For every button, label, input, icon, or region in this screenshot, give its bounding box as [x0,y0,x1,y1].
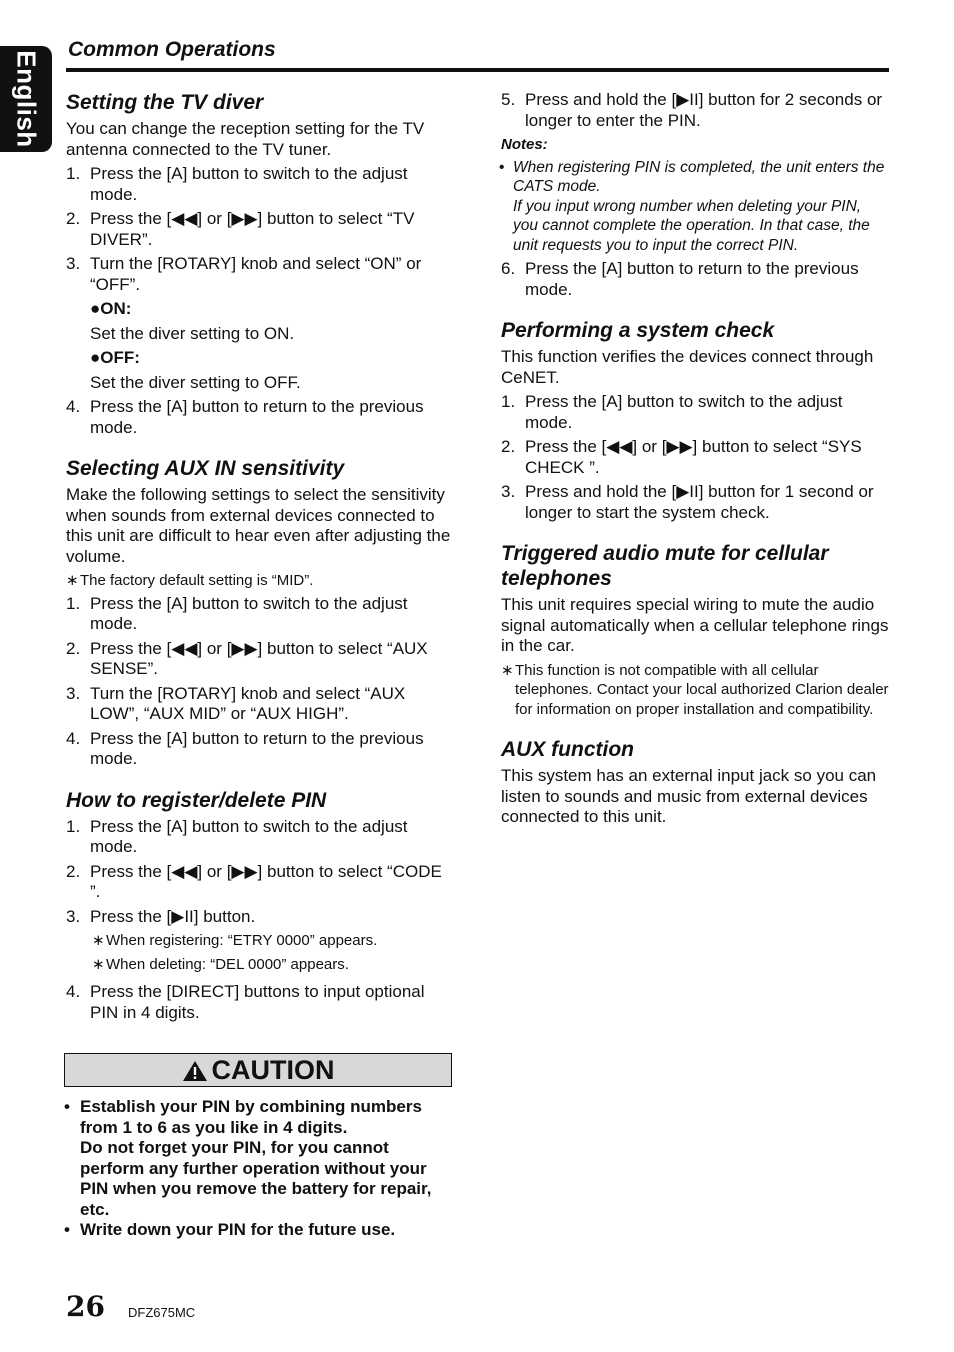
aux-step-1-text: Press the [A] button to switch to the adjust mode. [90,593,408,633]
aux-step-3: 3. Turn the [ROTARY] knob and select “AUX LOW”, “AUX MID” or “AUX HIGH”. [66,683,406,723]
audio-mute-intro: This unit requires special wiring to mute the audio signal automatically when a cellular telephone rings in the car. [501,595,889,655]
pin-step-3: 3. Press the [▶II] button. [66,906,256,926]
caution-bullet-1: • Establish your PIN by combining numbers from 1 to 6 as you like in 4 digits. Do not forget your PIN, for you cannot perform any further operation without your PIN when you remove the battery for repair, etc. [64,1097,432,1219]
tv-step-4-text: Press the [A] button to return to the previous mode. [90,397,424,437]
pin-note-delete: ∗ When deleting: “DEL 0000” appears. [92,955,349,973]
pin-step-4: 4. Press the [DIRECT] buttons to input optional PIN in 4 digits. [66,982,425,1022]
syscheck-step-1-text: Press the [A] button to switch to the adjust mode. [525,392,843,432]
section-header: Common Operations [68,38,276,61]
tv-step-2-text: Press the [◀◀] or [▶▶] button to select “TV DIVER”. [90,209,415,249]
syscheck-step-2: 2. Press the [◀◀] or [▶▶] button to select “SYS CHECK ”. [501,437,862,477]
caution-bullet-1-line1: Establish your PIN by combining numbers from 1 to 6 as you like in 4 digits. [80,1097,422,1137]
aux-step-3-text: Turn the [ROTARY] knob and select “AUX LOW”, “AUX MID” or “AUX HIGH”. [90,683,406,723]
page-number: 26 [66,1290,105,1323]
pin-step-1: 1. Press the [A] button to switch to the adjust mode. [66,816,408,856]
pin-note-register-text: When registering: “ETRY 0000” appears. [106,932,378,949]
pin-step-6: 6. Press the [A] button to return to the previous mode. [501,259,859,299]
system-check-title: Performing a system check [501,319,775,342]
aux-step-2-text: Press the [◀◀] or [▶▶] button to select “AUX SENSE”. [90,638,428,678]
aux-sensitivity-section [64,456,454,770]
tv-step-3-text: Turn the [ROTARY] knob and select “ON” or “OFF”. [90,254,422,294]
pin-step-5: 5. Press and hold the [▶II] button for 2 seconds or longer to enter the PIN. [501,90,883,130]
audio-mute-note: ∗ This function is not compatible with all cellular telephones. Contact your local authorized Clarion dealer for information on proper installation and compatibility. [501,661,889,718]
aux-sensitivity-note: ∗ The factory default setting is “MID”. [66,572,314,589]
tv-step-1-text: Press the [A] button to switch to the adjust mode. [90,164,408,204]
pin-notes-body: • When registering PIN is completed, the unit enters the CATS mode. If you input wrong number when deleting your PIN, you cannot complete the operation. In that case, the unit requests you to input the correct PIN. [499,158,885,254]
syscheck-step-3-text: Press and hold the [▶II] button for 1 second or longer to start the system check. [525,482,874,522]
tv-step-3: 3. Turn the [ROTARY] knob and select “ON” or “OFF”. [66,254,422,294]
system-check-section [499,318,889,523]
audio-mute-title: Triggered audio mute for cellular telephones [501,542,829,590]
pin-step-3-text: Press the [▶II] button. [90,906,256,926]
pin-title: How to register/delete PIN [66,788,327,812]
pin-notes-title: Notes: [501,136,548,153]
aux-step-4: 4. Press the [A] button to return to the previous mode. [66,728,424,768]
syscheck-step-2-text: Press the [◀◀] or [▶▶] button to select “SYS CHECK ”. [525,437,862,477]
right-column [499,90,889,832]
tv-on-text: Set the diver setting to ON. [90,323,295,343]
aux-function-title: AUX function [501,738,634,761]
aux-sensitivity-note-text: The factory default setting is “MID”. [80,572,314,589]
aux-sensitivity-intro: Make the following settings to select the sensitivity when sounds from external devices connected to this unit are difficult to hear even after adjusting the volume. [66,485,451,566]
caution-title: CAUTION [211,1055,335,1085]
pin-step-4-text: Press the [DIRECT] buttons to input optional PIN in 4 digits. [90,982,425,1022]
model-number: DFZ675MC [128,1305,196,1320]
aux-step-2: 2. Press the [◀◀] or [▶▶] button to select “AUX SENSE”. [66,638,428,678]
pin-section [64,788,454,1024]
syscheck-step-3: 3. Press and hold the [▶II] button for 1 second or longer to start the system check. [501,482,874,522]
caution-banner [64,1053,452,1087]
pin-step-2-text: Press the [◀◀] or [▶▶] button to select “CODE ”. [90,861,442,901]
caution-bullet-2-text: Write down your PIN for the future use. [80,1220,396,1239]
aux-function-intro: This system has an external input jack so you can listen to sounds and music from external devices connected to this unit. [501,766,877,826]
pin-step-6-text: Press the [A] button to return to the previous mode. [525,259,859,299]
tv-off-text: Set the diver setting to OFF. [90,372,301,392]
language-tab [0,46,52,152]
tv-step-2: 2. Press the [◀◀] or [▶▶] button to select “TV DIVER”. [66,209,415,249]
aux-function-section [499,737,889,828]
system-check-intro: This function verifies the devices connect through CeNET. [501,347,874,387]
pin-step-1-text: Press the [A] button to switch to the adjust mode. [90,816,408,856]
warning-triangle-icon [182,1060,208,1082]
language-tab-label: English [11,50,42,148]
pin-step-5-text: Press and hold the [▶II] button for 2 seconds or longer to enter the PIN. [525,90,883,130]
header-rule [66,68,889,72]
caution-bullet-2: • Write down your PIN for the future use. [64,1220,396,1239]
audio-mute-section [499,541,889,719]
tv-diver-intro: You can change the reception setting for the TV antenna connected to the TV tuner. [66,119,425,159]
aux-sensitivity-title: Selecting AUX IN sensitivity [66,457,345,480]
aux-step-1: 1. Press the [A] button to switch to the adjust mode. [66,593,408,633]
tv-step-1: 1. Press the [A] button to switch to the adjust mode. [66,164,408,204]
tv-diver-section [64,90,454,438]
tv-diver-title: Setting the TV diver [66,91,264,114]
pin-step-2: 2. Press the [◀◀] or [▶▶] button to select “CODE ”. [66,861,442,901]
pin-note-delete-text: When deleting: “DEL 0000” appears. [106,955,349,973]
pin-note-register: ∗ When registering: “ETRY 0000” appears. [92,932,378,949]
caution-bullet-1-line2: Do not forget your PIN, for you cannot perform any further operation without your PIN when you remove the battery for repair, etc. [80,1138,432,1219]
tv-step-4: 4. Press the [A] button to return to the previous mode. [66,397,424,437]
aux-step-4-text: Press the [A] button to return to the previous mode. [90,728,424,768]
tv-off-heading: ●OFF: [90,348,140,367]
audio-mute-note-text: This function is not compatible with all cellular telephones. Contact your local authorized Clarion dealer for information on proper installation and compatibility. [515,661,889,718]
tv-on-heading: ●ON: [90,299,132,318]
pin-notes-text-1: When registering PIN is completed, the unit enters the CATS mode. [513,158,885,195]
pin-continued [499,90,889,300]
syscheck-step-1: 1. Press the [A] button to switch to the adjust mode. [501,392,843,432]
left-column [64,90,454,1241]
pin-notes-text-2: If you input wrong number when deleting your PIN, you cannot complete the operation. In that case, the unit requests you to input the correct PIN. [513,197,870,254]
